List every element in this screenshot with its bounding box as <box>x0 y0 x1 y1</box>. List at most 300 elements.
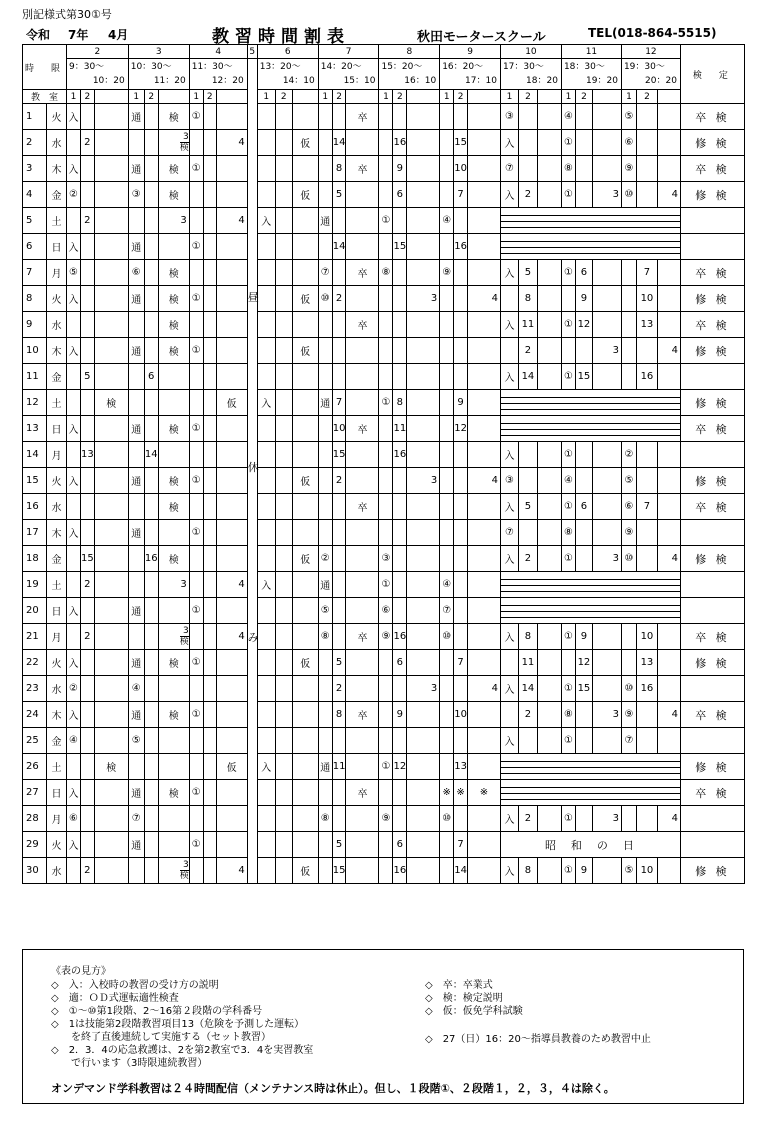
schedule-cell <box>379 104 393 130</box>
schedule-cell: 検 <box>158 338 189 364</box>
schedule-cell: ④ <box>128 676 144 702</box>
schedule-cell <box>275 494 292 520</box>
schedule-cell <box>318 234 332 260</box>
schedule-cell: 9 <box>393 156 407 182</box>
period-start: 18：30～ <box>563 62 605 72</box>
schedule-cell <box>275 130 292 156</box>
schedule-cell <box>592 364 621 390</box>
ondemand-note: オンデマンド学科教習は２４時間配信（メンテナンス時は休止）。但し、１段階①、２段階１，２，３，４は除く。 <box>51 1082 615 1095</box>
schedule-cell <box>144 468 158 494</box>
weekday: 日 <box>47 780 67 806</box>
closed-evening-cell <box>500 234 680 260</box>
schedule-cell <box>440 104 454 130</box>
weekday: 水 <box>47 858 67 884</box>
day-number: 12 <box>23 390 47 416</box>
kentei-cell: 修 検 <box>680 858 744 884</box>
schedule-cell <box>393 546 407 572</box>
schedule-cell <box>500 650 518 676</box>
schedule-cell: 3 <box>407 676 440 702</box>
legend-item: ◇ 適：ＯＤ式運転適性検査 <box>51 993 179 1004</box>
schedule-cell <box>292 754 318 780</box>
schedule-cell: ⑤ <box>67 260 81 286</box>
schedule-cell: ① <box>189 702 203 728</box>
schedule-cell <box>275 104 292 130</box>
schedule-cell <box>393 260 407 286</box>
schedule-cell <box>440 442 454 468</box>
kentei-cell <box>680 598 744 624</box>
schedule-cell <box>621 260 636 286</box>
kentei-cell: 修 検 <box>680 650 744 676</box>
schedule-cell <box>407 754 440 780</box>
schedule-cell <box>657 650 680 676</box>
schedule-cell <box>379 442 393 468</box>
schedule-cell: 16 <box>393 858 407 884</box>
schedule-cell <box>94 104 128 130</box>
schedule-cell <box>144 312 158 338</box>
schedule-cell: 8 <box>332 702 346 728</box>
schedule-cell <box>189 728 203 754</box>
schedule-cell <box>144 104 158 130</box>
kentei-cell: 修 検 <box>680 390 744 416</box>
schedule-cell <box>636 338 657 364</box>
schedule-cell <box>636 442 657 468</box>
schedule-cell <box>94 650 128 676</box>
schedule-cell: ⑨ <box>440 260 454 286</box>
schedule-cell <box>467 234 500 260</box>
schedule-cell <box>454 104 468 130</box>
schedule-cell: 14 <box>518 364 537 390</box>
schedule-cell <box>94 156 128 182</box>
room-2: 2 <box>454 90 468 104</box>
schedule-cell <box>257 260 275 286</box>
schedule-cell <box>379 234 393 260</box>
table-row <box>23 806 745 832</box>
schedule-cell <box>257 624 275 650</box>
schedule-cell: 通 <box>128 650 144 676</box>
schedule-cell <box>440 858 454 884</box>
schedule-cell <box>379 520 393 546</box>
period-number: 10 <box>500 45 561 59</box>
schedule-cell <box>216 286 247 312</box>
schedule-cell: ① <box>189 650 203 676</box>
schedule-cell <box>332 598 346 624</box>
schedule-cell: 9 <box>393 702 407 728</box>
schedule-cell: ① <box>561 130 575 156</box>
legend-item: ◇ 卒：卒業式 <box>425 980 493 991</box>
schedule-cell: 15 <box>81 546 95 572</box>
schedule-cell <box>203 338 216 364</box>
day-number: 7 <box>23 260 47 286</box>
schedule-cell <box>467 598 500 624</box>
schedule-cell <box>203 182 216 208</box>
schedule-cell <box>575 728 592 754</box>
schedule-cell: ① <box>561 442 575 468</box>
schedule-cell: 入 <box>500 494 518 520</box>
kentei-cell: 修 検 <box>680 286 744 312</box>
weekday: 月 <box>47 260 67 286</box>
schedule-cell <box>657 286 680 312</box>
schedule-cell <box>144 598 158 624</box>
schedule-cell <box>407 494 440 520</box>
schedule-cell <box>292 806 318 832</box>
schedule-cell <box>592 728 621 754</box>
schedule-cell <box>454 624 468 650</box>
schedule-cell: 16 <box>393 442 407 468</box>
schedule-cell <box>346 442 379 468</box>
schedule-cell <box>216 364 247 390</box>
room-2: 2 <box>275 90 292 104</box>
schedule-cell <box>216 234 247 260</box>
schedule-cell: ⑥ <box>67 806 81 832</box>
period-time <box>67 59 129 90</box>
schedule-cell <box>575 338 592 364</box>
table-row <box>23 728 745 754</box>
schedule-cell: 15 <box>332 442 346 468</box>
schedule-cell <box>144 286 158 312</box>
schedule-cell <box>94 416 128 442</box>
day-number: 15 <box>23 468 47 494</box>
kentei-cell <box>680 364 744 390</box>
schedule-cell <box>144 416 158 442</box>
schedule-cell <box>518 104 537 130</box>
schedule-cell: 13 <box>454 754 468 780</box>
schedule-cell <box>657 364 680 390</box>
schedule-cell: 入 <box>67 598 81 624</box>
schedule-cell <box>158 390 189 416</box>
schedule-cell <box>216 338 247 364</box>
schedule-cell <box>81 520 95 546</box>
schedule-cell <box>440 312 454 338</box>
period-number: 4 <box>189 45 247 59</box>
schedule-cell: 7 <box>454 832 468 858</box>
schedule-cell <box>379 702 393 728</box>
schedule-cell <box>636 728 657 754</box>
schedule-cell: ⑦ <box>128 806 144 832</box>
schedule-cell <box>440 364 454 390</box>
schedule-cell: 3 <box>592 182 621 208</box>
schedule-cell: 3 <box>407 286 440 312</box>
schedule-cell: ① <box>189 780 203 806</box>
day-number: 25 <box>23 728 47 754</box>
schedule-cell: ⑧ <box>561 702 575 728</box>
schedule-cell: 仮 <box>216 754 247 780</box>
schedule-cell: 検 <box>158 546 189 572</box>
schedule-cell <box>318 494 332 520</box>
schedule-cell <box>346 286 379 312</box>
schedule-cell <box>189 572 203 598</box>
schedule-cell <box>537 286 561 312</box>
schedule-cell: 15 <box>454 130 468 156</box>
room-blank <box>657 90 680 104</box>
schedule-cell: 入 <box>500 676 518 702</box>
schedule-cell <box>292 676 318 702</box>
weekday: 火 <box>47 468 67 494</box>
schedule-cell: 15 <box>393 234 407 260</box>
schedule-cell <box>393 286 407 312</box>
schedule-cell <box>467 858 500 884</box>
kentei-header: 検 定 <box>680 45 744 104</box>
weekday: 水 <box>47 312 67 338</box>
schedule-cell <box>128 312 144 338</box>
schedule-cell <box>275 624 292 650</box>
table-row <box>23 858 745 884</box>
schedule-cell <box>467 312 500 338</box>
schedule-cell <box>379 780 393 806</box>
room-1: 1 <box>440 90 454 104</box>
school-name: 秋田モータースクール <box>417 30 546 45</box>
schedule-cell <box>94 338 128 364</box>
schedule-cell <box>189 442 203 468</box>
month: 4月 <box>108 28 129 42</box>
schedule-cell <box>657 312 680 338</box>
kentei-cell: 修 検 <box>680 754 744 780</box>
schedule-cell <box>454 676 468 702</box>
schedule-cell <box>393 598 407 624</box>
document-number: 別記様式第30①号 <box>22 8 112 21</box>
schedule-cell: 7 <box>636 494 657 520</box>
schedule-cell <box>407 858 440 884</box>
schedule-cell <box>94 520 128 546</box>
schedule-cell <box>292 312 318 338</box>
period-number-row <box>23 45 745 59</box>
schedule-cell <box>67 130 81 156</box>
schedule-cell: 通 <box>128 286 144 312</box>
schedule-cell <box>518 156 537 182</box>
schedule-cell: 仮 <box>292 130 318 156</box>
schedule-cell <box>575 182 592 208</box>
schedule-cell: 7 <box>636 260 657 286</box>
schedule-cell <box>318 702 332 728</box>
table-row <box>23 390 745 416</box>
schedule-cell <box>216 806 247 832</box>
schedule-cell: 卒 <box>346 494 379 520</box>
schedule-cell <box>346 546 379 572</box>
schedule-cell <box>189 390 203 416</box>
weekday: 月 <box>47 624 67 650</box>
schedule-cell <box>128 754 144 780</box>
schedule-cell <box>592 858 621 884</box>
schedule-cell <box>537 624 561 650</box>
schedule-cell: ① <box>189 234 203 260</box>
kentei-cell <box>680 572 744 598</box>
schedule-cell <box>592 442 621 468</box>
schedule-cell: ② <box>67 676 81 702</box>
schedule-cell <box>393 338 407 364</box>
schedule-cell <box>407 572 440 598</box>
schedule-cell <box>67 546 81 572</box>
schedule-cell: ⑩ <box>621 546 636 572</box>
schedule-cell <box>158 754 189 780</box>
schedule-cell <box>332 260 346 286</box>
schedule-cell <box>257 546 275 572</box>
schedule-cell: 7 <box>332 390 346 416</box>
schedule-cell <box>318 520 332 546</box>
schedule-cell <box>144 260 158 286</box>
schedule-cell: ⑩ <box>318 286 332 312</box>
schedule-cell: 検 <box>94 754 128 780</box>
schedule-cell <box>537 650 561 676</box>
schedule-cell: ① <box>561 312 575 338</box>
schedule-cell <box>203 208 216 234</box>
schedule-cell <box>318 130 332 156</box>
schedule-cell <box>81 780 95 806</box>
schedule-cell <box>203 390 216 416</box>
day-number: 17 <box>23 520 47 546</box>
schedule-cell <box>257 650 275 676</box>
table-row <box>23 754 745 780</box>
schedule-cell <box>379 286 393 312</box>
schedule-cell: 2 <box>81 130 95 156</box>
schedule-cell: 入 <box>67 702 81 728</box>
schedule-cell: 6 <box>144 364 158 390</box>
schedule-cell: ⑨ <box>621 156 636 182</box>
schedule-cell <box>158 442 189 468</box>
kentei-cell <box>680 676 744 702</box>
period-time <box>318 59 379 90</box>
schedule-cell: 8 <box>393 390 407 416</box>
schedule-cell <box>561 650 575 676</box>
schedule-cell: 通 <box>128 468 144 494</box>
schedule-cell <box>94 234 128 260</box>
schedule-cell <box>189 208 203 234</box>
schedule-cell <box>144 728 158 754</box>
period-start: 10：30～ <box>130 62 172 72</box>
schedule-cell <box>393 468 407 494</box>
schedule-cell <box>592 130 621 156</box>
kentei-cell <box>680 832 744 858</box>
schedule-cell: 4 <box>657 338 680 364</box>
weekday: 金 <box>47 182 67 208</box>
schedule-cell <box>657 728 680 754</box>
period-number: 7 <box>318 45 379 59</box>
schedule-cell <box>203 234 216 260</box>
schedule-cell <box>379 416 393 442</box>
schedule-cell <box>292 416 318 442</box>
schedule-cell <box>518 130 537 156</box>
schedule-cell: 9 <box>454 390 468 416</box>
schedule-cell <box>500 338 518 364</box>
schedule-cell <box>407 182 440 208</box>
schedule-cell <box>257 442 275 468</box>
schedule-cell <box>621 364 636 390</box>
weekday: 木 <box>47 702 67 728</box>
schedule-cell <box>407 234 440 260</box>
schedule-cell <box>407 442 440 468</box>
schedule-cell: 3 検 <box>158 130 189 156</box>
schedule-cell: 5 <box>518 260 537 286</box>
day-number: 20 <box>23 598 47 624</box>
schedule-cell: 4 <box>467 676 500 702</box>
schedule-cell <box>292 260 318 286</box>
kentei-cell: 卒 検 <box>680 156 744 182</box>
schedule-cell <box>454 208 468 234</box>
day-number: 30 <box>23 858 47 884</box>
schedule-cell: ⑤ <box>318 598 332 624</box>
lunch-period-number: 5 <box>247 45 257 59</box>
schedule-cell <box>128 572 144 598</box>
schedule-cell <box>275 546 292 572</box>
schedule-cell <box>657 442 680 468</box>
schedule-cell: 入 <box>257 754 275 780</box>
schedule-cell <box>257 806 275 832</box>
schedule-cell <box>67 858 81 884</box>
kentei-cell <box>680 208 744 234</box>
schedule-cell: ※ <box>467 780 500 806</box>
schedule-cell <box>318 364 332 390</box>
schedule-cell <box>158 598 189 624</box>
legend-item: ◇ ①～⑩第1段階、2～16第２段階の学科番号 <box>51 1006 263 1017</box>
day-number: 8 <box>23 286 47 312</box>
schedule-cell <box>144 780 158 806</box>
schedule-cell <box>592 650 621 676</box>
schedule-cell <box>318 104 332 130</box>
legend-item: ◇ 仮：仮免学科試験 <box>425 1006 523 1017</box>
table-row <box>23 702 745 728</box>
period-start: 14：20～ <box>320 62 362 72</box>
schedule-cell <box>657 624 680 650</box>
schedule-cell <box>203 546 216 572</box>
schedule-cell: 2 <box>332 286 346 312</box>
schedule-cell <box>621 312 636 338</box>
period-end: 20：20 <box>645 76 677 86</box>
schedule-cell: 卒 <box>346 104 379 130</box>
schedule-cell: 通 <box>128 598 144 624</box>
schedule-cell <box>561 286 575 312</box>
schedule-cell <box>454 286 468 312</box>
schedule-cell <box>144 702 158 728</box>
schedule-cell <box>318 442 332 468</box>
schedule-cell: ① <box>189 416 203 442</box>
schedule-cell: 通 <box>128 780 144 806</box>
schedule-cell <box>94 624 128 650</box>
schedule-cell <box>537 182 561 208</box>
schedule-cell: 8 <box>518 286 537 312</box>
schedule-cell: ③ <box>128 182 144 208</box>
schedule-cell <box>467 650 500 676</box>
schedule-cell: 通 <box>318 572 332 598</box>
schedule-cell <box>346 754 379 780</box>
schedule-cell <box>257 312 275 338</box>
schedule-cell <box>657 468 680 494</box>
schedule-cell: 通 <box>128 832 144 858</box>
schedule-cell <box>189 858 203 884</box>
schedule-cell: ④ <box>440 208 454 234</box>
schedule-cell: 入 <box>67 338 81 364</box>
timetable <box>22 44 745 884</box>
table-row <box>23 650 745 676</box>
schedule-cell <box>216 520 247 546</box>
weekday: 火 <box>47 104 67 130</box>
schedule-cell <box>592 468 621 494</box>
schedule-cell: 卒 <box>346 702 379 728</box>
schedule-cell <box>81 390 95 416</box>
schedule-cell: 5 <box>332 832 346 858</box>
schedule-cell <box>144 650 158 676</box>
schedule-cell <box>216 780 247 806</box>
schedule-cell <box>318 182 332 208</box>
table-row <box>23 234 745 260</box>
schedule-cell <box>216 598 247 624</box>
schedule-cell <box>379 494 393 520</box>
period-end: 14：10 <box>282 76 315 86</box>
schedule-cell: 2 <box>518 182 537 208</box>
schedule-cell: 仮 <box>292 338 318 364</box>
schedule-cell <box>203 156 216 182</box>
schedule-cell: 2 <box>332 468 346 494</box>
schedule-cell <box>407 624 440 650</box>
schedule-cell: 6 <box>393 650 407 676</box>
schedule-cell <box>292 702 318 728</box>
